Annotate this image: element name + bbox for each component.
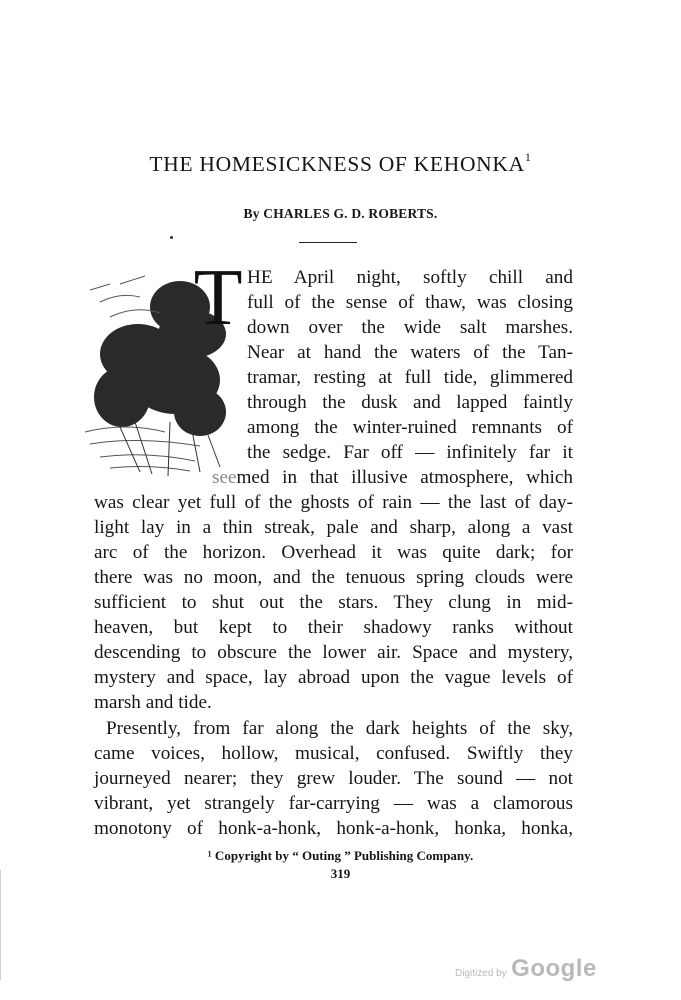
drop-cap-illustration: [80, 262, 245, 482]
text-line: vibrant, yet strangely far-carrying — was a clamorous: [94, 793, 573, 814]
text-line: Near at hand the waters of the Tan-: [247, 342, 573, 363]
text-line: there was no moon, and the tenuous spring clouds were: [94, 567, 573, 588]
text-line: mystery and space, lay abroad upon the vague levels of: [94, 667, 573, 688]
text-line: through the dusk and lapped faintly: [247, 392, 573, 413]
ink-speck: [170, 236, 173, 239]
faint-text: see: [212, 467, 237, 488]
text-line: the sedge. Far off — infinitely far it: [247, 442, 573, 463]
digitized-watermark: [455, 955, 597, 983]
article-title-text: THE HOMESICKNESS OF KEHONKA: [149, 152, 525, 177]
drop-cap-letter: T: [193, 262, 243, 342]
text-line: full of the sense of thaw, was closing: [247, 292, 573, 313]
text-line: down over the wide salt marshes.: [247, 317, 573, 338]
text-span: med in that illusive atmosphere, which: [236, 467, 573, 488]
text-line: monotony of honk-a-honk, honk-a-honk, honka, honka,: [94, 818, 573, 839]
title-rule: [299, 242, 357, 243]
paragraph-end-line: marsh and tide.: [94, 692, 212, 713]
text-line: heaven, but kept to their shadowy ranks without: [94, 617, 573, 638]
text-line-seemed: [212, 466, 573, 490]
paragraph-start-line: Presently, from far along the dark heights of the sky,: [106, 718, 573, 739]
text-line: was clear yet full of the ghosts of rain — the last of day-: [94, 492, 573, 513]
text-line: among the winter-ruined remnants of: [247, 417, 573, 438]
scan-margin-line: [0, 870, 1, 980]
page-number: 319: [330, 866, 351, 881]
text-line: descending to obscure the lower air. Space and mystery,: [94, 642, 573, 663]
footnote-marker: 1: [524, 150, 532, 164]
article-title: [0, 152, 681, 177]
text-line: HE April night, softly chill and: [247, 267, 573, 288]
watermark-prefix: Digitized by: [455, 968, 507, 979]
watermark-brand: Google: [511, 955, 597, 982]
text-line: came voices, hollow, musical, confused. Swiftly they: [94, 743, 573, 764]
footnote: ¹ Copyright by “ Outing ” Publishing Company.: [207, 848, 474, 863]
text-line: arc of the horizon. Overhead it was quite dark; for: [94, 542, 573, 563]
text-line: journeyed nearer; they grew louder. The sound — not: [94, 768, 573, 789]
text-line: tramar, resting at full tide, glimmered: [247, 367, 573, 388]
text-line: sufficient to shut out the stars. They clung in mid-: [94, 592, 573, 613]
text-line: light lay in a thin streak, pale and sharp, along a vast: [94, 517, 573, 538]
byline: By CHARLES G. D. ROBERTS.: [243, 206, 438, 221]
